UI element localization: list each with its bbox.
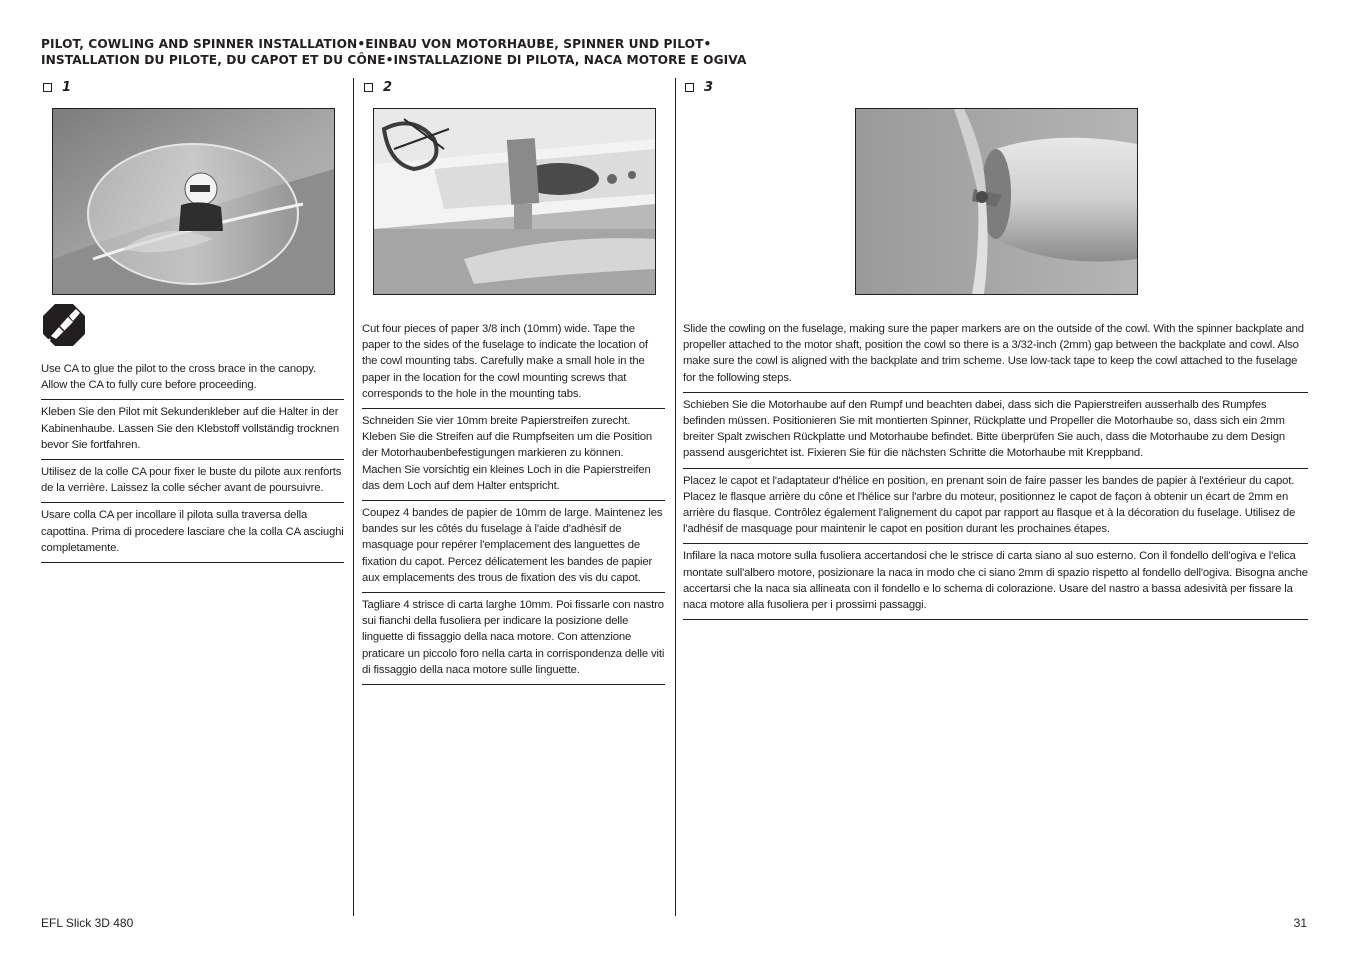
column-divider: [353, 78, 354, 916]
pilot-canopy-photo: [52, 108, 335, 295]
footer-model-name: EFL Slick 3D 480: [41, 916, 134, 930]
instruction-it: Infilare la naca motore sulla fusoliera accertandosi che le strisce di carta siano al suo esterno. Con il fondello dell'ogiva e l'elica montate sull'albero motore, posizionare la naca in modo che ci siano 2mm di spazio rispetto al fondello dell'ogiva. Bisogna anche accertarsi che la naca sia allineata con il fondello e lo schema di colorazione. Usare del nastro a bassa adesività per fissare la naca motore alla fusoliera per i prossimi passaggi.: [683, 548, 1308, 620]
column-divider: [675, 78, 676, 916]
step-3-column: [683, 78, 1308, 612]
fuselage-paper-tape-photo: [373, 108, 656, 295]
instruction-en: Slide the cowling on the fuselage, making sure the paper markers are on the outside of the cowl. With the spinner backplate and propeller attached to the motor shaft, position the cowl so there is a 3/32-inch (2mm) gap between the backplate and cowl. Also make sure the cowl is aligned with the backplate and trim scheme. Use low-tack tape to keep the cowl attached to the fuselage for the following steps.: [683, 321, 1308, 393]
cowl-spinner-propeller-photo: [855, 108, 1138, 295]
instruction-fr: Coupez 4 bandes de papier de 10mm de large. Maintenez les bandes sur les côtés du fuselage à l'aide d'adhésif de masquage pour repérer l'emplacement des languettes de fixation du capot. Percez délicatement les bandes de papier aux emplacements des trous de fixation des vis du capot.: [362, 505, 665, 593]
step-number: 2: [383, 79, 393, 95]
step-2-header: [362, 78, 665, 96]
page-number: 31: [1293, 916, 1307, 930]
step-3-instructions: [683, 321, 1308, 624]
step-1-instructions: [41, 361, 344, 567]
page-header: [41, 36, 1311, 68]
instruction-fr: Utilisez de la colle CA pour fixer le buste du pilote aux renforts de la verrière. Laissez la colle sécher avant de poursuivre.: [41, 464, 344, 503]
instruction-it: Tagliare 4 strisce di carta larghe 10mm. Poi fissarle con nastro sui fianchi della fusoliera per indicare la posizione delle linguette di fissaggio della naca motore. Con attenzione praticare un piccolo foro nella carta in corrispondenza delle viti di fissaggio della naca motore sulle linguette.: [362, 597, 665, 685]
instruction-en: Cut four pieces of paper 3/8 inch (10mm) wide. Tape the paper to the sides of the fuselage to indicate the location of the cowl mounting tabs. Carefully make a small hole in the paper in the location for the cowl mounting screws that corresponds to the hole in the mounting tabs.: [362, 321, 665, 409]
step-3-checkbox[interactable]: [685, 83, 694, 92]
step-number: 3: [704, 79, 714, 95]
section-title-line-1: PILOT, COWLING AND SPINNER INSTALLATION•EINBAU VON MOTORHAUBE, SPINNER UND PILOT•: [41, 37, 712, 51]
step-2-column: [362, 78, 665, 676]
step-1-header: [41, 78, 344, 96]
step-1-checkbox[interactable]: [43, 83, 52, 92]
instruction-de: Schneiden Sie vier 10mm breite Papierstreifen zurecht. Kleben Sie die Streifen auf die Rumpfseiten um die Position der Motorhaubenbefestigungen markieren zu können. Machen Sie vorsichtig ein kleines Loch in die Papierstreifen das dem Loch auf dem Halter entspricht.: [362, 413, 665, 501]
instruction-it: Usare colla CA per incollare il pilota sulla traversa della capottina. Prima di procedere lasciare che la colla CA asciughi completamente.: [41, 507, 344, 563]
instruction-en: Use CA to glue the pilot to the cross brace in the canopy. Allow the CA to fully cure before proceeding.: [41, 361, 344, 400]
instruction-de: Kleben Sie den Pilot mit Sekundenkleber auf die Halter in der Kabinenhaube. Lassen Sie den Klebstoff vollständig trocknen bevor Sie fortfahren.: [41, 404, 344, 460]
instruction-fr: Placez le capot et l'adaptateur d'hélice en position, en prenant soin de faire passer les bandes de papier à l'extérieur du capot. Placez le flasque arrière du cône et l'hélice sur l'arbre du moteur, positionnez le capot de façon à obtenir un écart de 2mm en arrière du flasque. Contrôlez également l'alignement du capot par rapport au flasque et à la décoration du fuselage. Utilisez de l'adhésif de masquage pour maintenir le capot en position durant les prochaines étapes.: [683, 473, 1308, 545]
section-title-line-2: INSTALLATION DU PILOTE, DU CAPOT ET DU CÔNE•INSTALLAZIONE DI PILOTA, NACA MOTORE E OGIVA: [41, 53, 747, 67]
step-number: 1: [62, 79, 72, 95]
step-2-checkbox[interactable]: [364, 83, 373, 92]
step-3-header: [683, 78, 1308, 96]
ca-glue-bottle-icon: [42, 303, 86, 347]
step-2-instructions: [362, 321, 665, 689]
instruction-de: Schieben Sie die Motorhaube auf den Rumpf und beachten dabei, dass sich die Papierstreifen ausserhalb des Rumpfes befinden müssen. Positionieren Sie mit montierten Spinner, Rückplatte und Propeller die Motorhaube so, dass sich ein 2mm breiter Spalt zwischen Rückplatte und Motorhaube befindet. Bitte überprüfen Sie auch, dass die Motorhaube zu dem Design passend ausgerichtet ist. Fixieren Sie für die nächsten Schritte die Motorhaube mit Kreppband.: [683, 397, 1308, 469]
step-1-column: [41, 78, 344, 554]
